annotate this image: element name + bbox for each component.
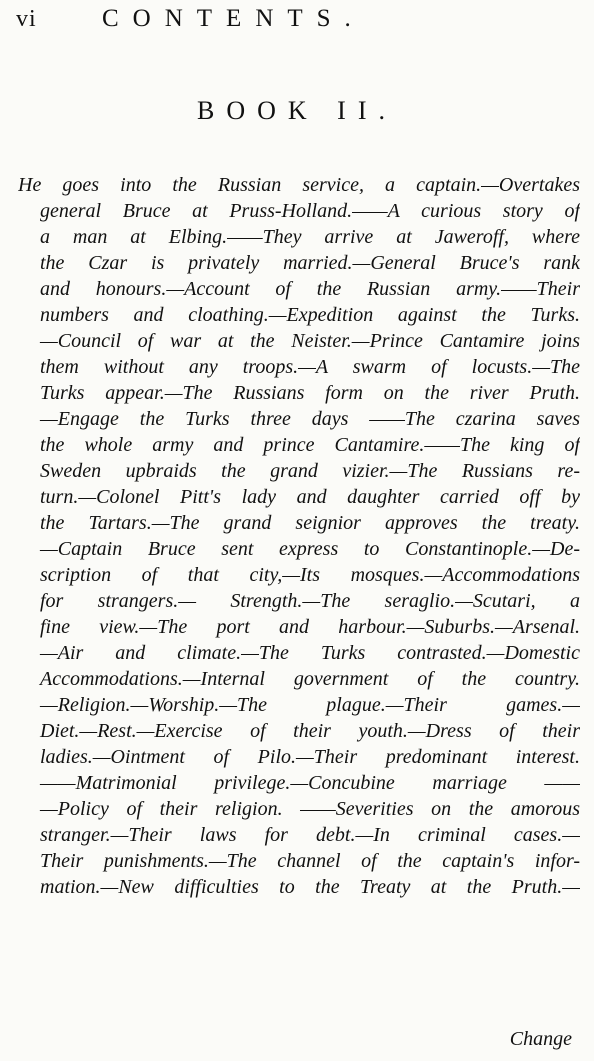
contents-line: —Engage the Turks three days ——The czarina saves [40,408,580,430]
contents-line: for strangers.— Strength.—The seraglio.—Scutari, a [40,590,580,612]
contents-line: the Czar is privately married.—General Bruce's rank [40,252,580,274]
contents-line: —Council of war at the Neister.—Prince Cantamire joins [40,330,580,352]
contents-line: and honours.—Account of the Russian army.——Their [40,278,580,300]
contents-line: fine view.—The port and harbour.—Suburbs.—Arsenal. [40,616,580,638]
contents-line: the whole army and prince Cantamire.——The king of [40,434,580,456]
catchword: Change [509,1028,572,1050]
contents-line: turn.—Colonel Pitt's lady and daughter carried off by [40,486,580,508]
contents-line: numbers and cloathing.—Expedition against the Turks. [40,304,580,326]
contents-line: general Bruce at Pruss-Holland.——A curious story of [40,200,580,222]
contents-text [18,172,580,900]
contents-line: Accommodations.—Internal government of the country. [40,668,580,690]
book-heading: BOOK II. [197,96,397,125]
page-number: vi [16,6,37,32]
contents-line: Diet.—Rest.—Exercise of their youth.—Dress of their [40,720,580,742]
contents-line: —Policy of their religion. ——Severities on the amorous [40,798,580,820]
contents-line: Turks appear.—The Russians form on the river Pruth. [40,382,580,404]
running-head [16,4,578,34]
contents-line: —Air and climate.—The Turks contrasted.—Domestic [40,642,580,664]
contents-line: ——Matrimonial privilege.—Concubine marriage —— [40,772,580,794]
contents-line: —Religion.—Worship.—The plague.—Their games.— [40,694,580,716]
contents-line: the Tartars.—The grand seignior approves the treaty. [40,512,580,534]
contents-line: stranger.—Their laws for debt.—In criminal cases.— [40,824,580,846]
contents-line: mation.—New difficulties to the Treaty at the Pruth.— [40,876,580,898]
contents-line: Their punishments.—The channel of the captain's infor- [40,850,580,872]
contents-line: He goes into the Russian service, a captain.—Overtakes [18,174,580,196]
running-title: CONTENTS. [102,5,365,32]
contents-line: scription of that city,—Its mosques.—Accommodations [40,564,580,586]
contents-line: them without any troops.—A swarm of locusts.—The [40,356,580,378]
contents-line: Sweden upbraids the grand vizier.—The Russians re- [40,460,580,482]
contents-line: a man at Elbing.——They arrive at Jaweroff, where [40,226,580,248]
contents-line: —Captain Bruce sent express to Constantinople.—De- [40,538,580,560]
contents-line: ladies.—Ointment of Pilo.—Their predominant interest. [40,746,580,768]
